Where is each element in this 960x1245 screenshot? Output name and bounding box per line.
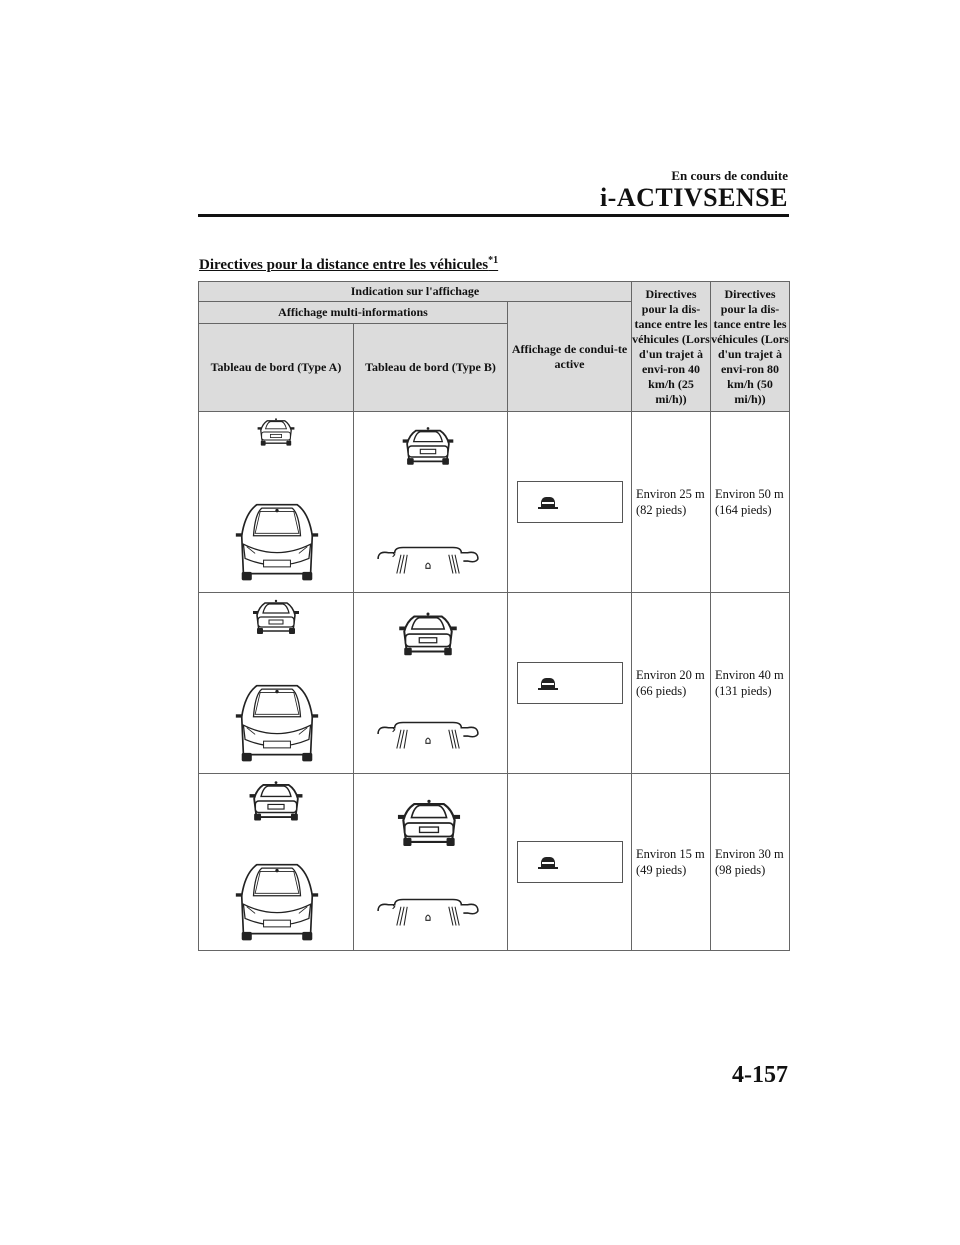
type-b-car-graphic: [354, 774, 508, 946]
header-guideline-40: Directives pour la dis-tance entre les véhicules (Lors d'un trajet à envi-ron 40 km/h (25 mi/h)): [632, 282, 711, 412]
footnote-marker: *1: [488, 255, 499, 266]
page-number: 4-157: [732, 1062, 788, 1088]
running-header-section: En cours de conduite: [671, 168, 788, 183]
type-a-car-graphic: [199, 774, 354, 946]
active-display-screen: [517, 481, 623, 523]
distance-80-value: Environ 30 m (98 pieds): [711, 774, 790, 951]
table-row: [199, 774, 790, 951]
header-active-display: Affichage de condui-te active: [508, 302, 632, 412]
distance-80-value: Environ 50 m (164 pieds): [711, 412, 790, 593]
type-a-illustration: [199, 412, 354, 593]
type-b-illustration: [354, 412, 508, 593]
distance-80-value: Environ 40 m (131 pieds): [711, 593, 790, 774]
active-display-screen: [517, 841, 623, 883]
section-title: Directives pour la distance entre les véhicules$^{*1}$: [199, 255, 499, 273]
header-guideline-80: Directives pour la dis-tance entre les véhicules (Lors d'un trajet à envi-ron 80 km/h (50 mi/h)): [711, 282, 790, 412]
vehicle-icon: [538, 676, 558, 690]
distance-40-value: Environ 25 m (82 pieds): [632, 412, 711, 593]
type-a-car-graphic: [199, 412, 354, 588]
distance-guidelines-table: [198, 281, 790, 951]
distance-40-value: Environ 20 m (66 pieds): [632, 593, 711, 774]
header-type-a: Tableau de bord (Type A): [199, 324, 354, 412]
type-a-illustration: [199, 593, 354, 774]
header-type-b: Tableau de bord (Type B): [354, 324, 508, 412]
vehicle-icon: [538, 855, 558, 869]
type-a-car-graphic: [199, 593, 354, 769]
header-rule: [198, 214, 789, 217]
header-multi-info: Affichage multi-informations: [199, 302, 508, 324]
table-row: [199, 412, 790, 593]
vehicle-icon: [538, 495, 558, 509]
type-b-illustration: [354, 593, 508, 774]
type-b-car-graphic: [354, 593, 508, 769]
type-a-illustration: [199, 774, 354, 951]
distance-40-value: Environ 15 m (49 pieds): [632, 774, 711, 951]
active-display-illustration: [508, 593, 632, 774]
active-display-illustration: [508, 412, 632, 593]
type-b-illustration: [354, 774, 508, 951]
active-display-illustration: [508, 774, 632, 951]
header-indication: Indication sur l'affichage: [199, 282, 632, 302]
table-row: [199, 593, 790, 774]
active-display-screen: [517, 662, 623, 704]
type-b-car-graphic: [354, 412, 508, 588]
running-header-chapter: i-ACTIVSENSE: [599, 183, 788, 212]
